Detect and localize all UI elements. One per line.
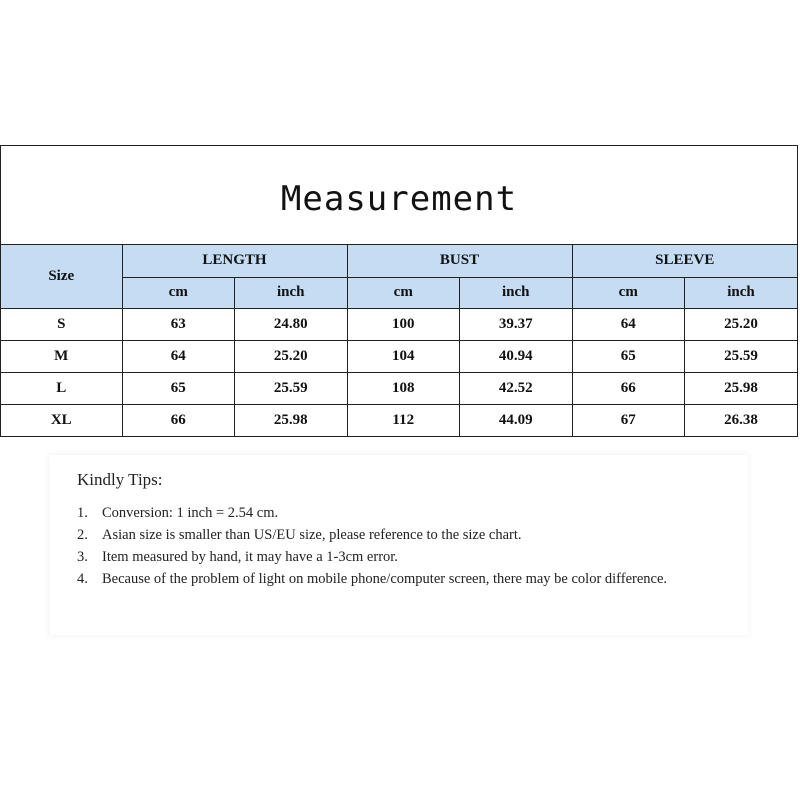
table-cell: 40.94: [460, 340, 573, 372]
table-cell: 66: [572, 372, 685, 404]
bust-header: BUST: [347, 245, 572, 277]
tips-title: Kindly Tips:: [77, 470, 163, 489]
table-cell: 108: [347, 372, 460, 404]
size-cell: M: [1, 340, 122, 372]
table-cell: 104: [347, 340, 460, 372]
table-cell: 39.37: [460, 308, 573, 340]
size-cell: S: [1, 308, 122, 340]
tip-text: Asian size is smaller than US/EU size, please reference to the size chart.: [102, 527, 522, 543]
tips-list: [77, 502, 717, 590]
table-cell: 44.09: [460, 404, 573, 436]
title-row: [1, 146, 797, 245]
table-cell: 100: [347, 308, 460, 340]
size-header: Size: [1, 245, 122, 308]
table-cell: 25.59: [235, 372, 348, 404]
tip-text: Item measured by hand, it may have a 1-3cm error.: [102, 549, 398, 565]
size-cell: L: [1, 372, 122, 404]
unit-header: inch: [235, 277, 348, 308]
tips-box: [50, 455, 748, 635]
table-row: [1, 340, 797, 372]
unit-header: cm: [347, 277, 460, 308]
table-cell: 64: [572, 308, 685, 340]
table-row: [1, 308, 797, 340]
table-cell: 63: [122, 308, 235, 340]
table-cell: 42.52: [460, 372, 573, 404]
tip-item: [77, 568, 717, 590]
table-cell: 25.98: [235, 404, 348, 436]
measurement-chart: [0, 145, 798, 437]
page-title: Measurement: [280, 179, 518, 219]
table-cell: 65: [572, 340, 685, 372]
tip-number: 3.: [77, 549, 88, 565]
table-row: [1, 372, 797, 404]
size-cell: XL: [1, 404, 122, 436]
unit-header: cm: [122, 277, 235, 308]
table-cell: 64: [122, 340, 235, 372]
table-cell: 25.59: [685, 340, 798, 372]
tip-item: [77, 524, 717, 546]
unit-header: inch: [460, 277, 573, 308]
table-cell: 66: [122, 404, 235, 436]
tip-item: [77, 546, 717, 568]
tip-number: 4.: [77, 571, 88, 587]
table-cell: 65: [122, 372, 235, 404]
sleeve-header: SLEEVE: [572, 245, 797, 277]
length-header: LENGTH: [122, 245, 347, 277]
header-row-groups: [1, 245, 797, 277]
table-cell: 26.38: [685, 404, 798, 436]
unit-header: inch: [685, 277, 798, 308]
tip-number: 1.: [77, 505, 88, 521]
table-row: [1, 404, 797, 436]
table-cell: 25.20: [235, 340, 348, 372]
size-table: [1, 245, 797, 436]
tip-item: [77, 502, 717, 524]
table-cell: 67: [572, 404, 685, 436]
table-cell: 112: [347, 404, 460, 436]
tip-text: Because of the problem of light on mobile phone/computer screen, there may be color difference.: [102, 571, 668, 587]
tip-text: Conversion: 1 inch = 2.54 cm.: [102, 505, 279, 521]
table-cell: 25.98: [685, 372, 798, 404]
tip-number: 2.: [77, 527, 88, 543]
unit-header: cm: [572, 277, 685, 308]
table-cell: 24.80: [235, 308, 348, 340]
table-cell: 25.20: [685, 308, 798, 340]
